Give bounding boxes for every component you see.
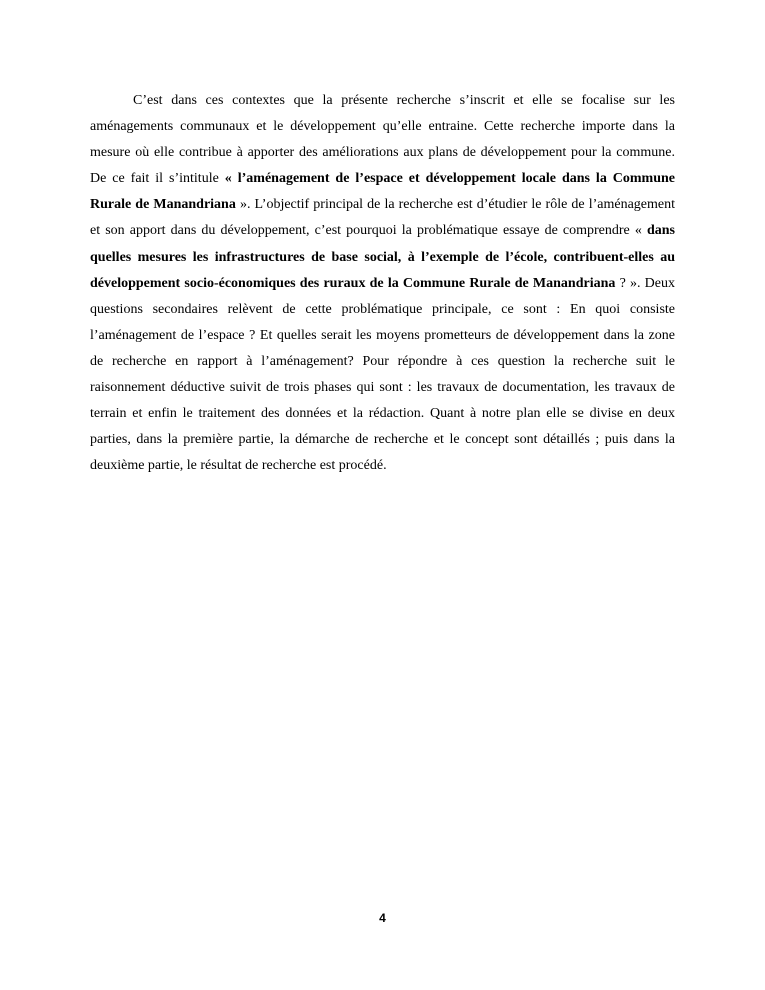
page-number: 4 xyxy=(379,911,386,925)
paragraph-text-intro: C’est dans ces contextes que la présente recherche s’inscrit et elle se focalise sur les aménagements communaux et le développement qu’elle entraine. Cette recherche importe dans la mesure où elle contribue à apporter des améliorations aux plans de développement pour la commune. De ce fait il s’intitule xyxy=(90,93,675,187)
paragraph-problematic-bold: dans quelles mesures les infrastructures de base social, à l’exemple de l’école, contribuent-elles au développement socio-économiques des ruraux de la Commune Rurale de Manandriana xyxy=(90,223,675,291)
body-paragraph xyxy=(90,88,675,479)
paragraph-text-objective: ». L’objectif principal de la recherche est d’étudier le rôle de l’aménagement et son apport dans du développement, c’est pourquoi la problématique essaye de comprendre « xyxy=(90,197,675,239)
paragraph-text-conclusion: ? ». Deux questions secondaires relèvent de cette problématique principale, ce sont : En quoi consiste l’aménagement de l’espace ? Et quelles serait les moyens prometteurs de développement dans la zone de recherche en rapport à l’aménagement? Pour répondre à ces question la recherche suit le raisonnement déductive suivit de trois phases qui sont : les travaux de documentation, les travaux de terrain et enfin le traitement des données et la rédaction. Quant à notre plan elle se divise en deux parties, dans la première partie, la démarche de recherche et le concept sont détaillés ; puis dans la deuxième partie, le résultat de recherche est procédé. xyxy=(90,275,675,474)
paragraph-title-bold: « l’aménagement de l’espace et développement locale dans la Commune Rurale de Manandriana xyxy=(90,171,676,213)
